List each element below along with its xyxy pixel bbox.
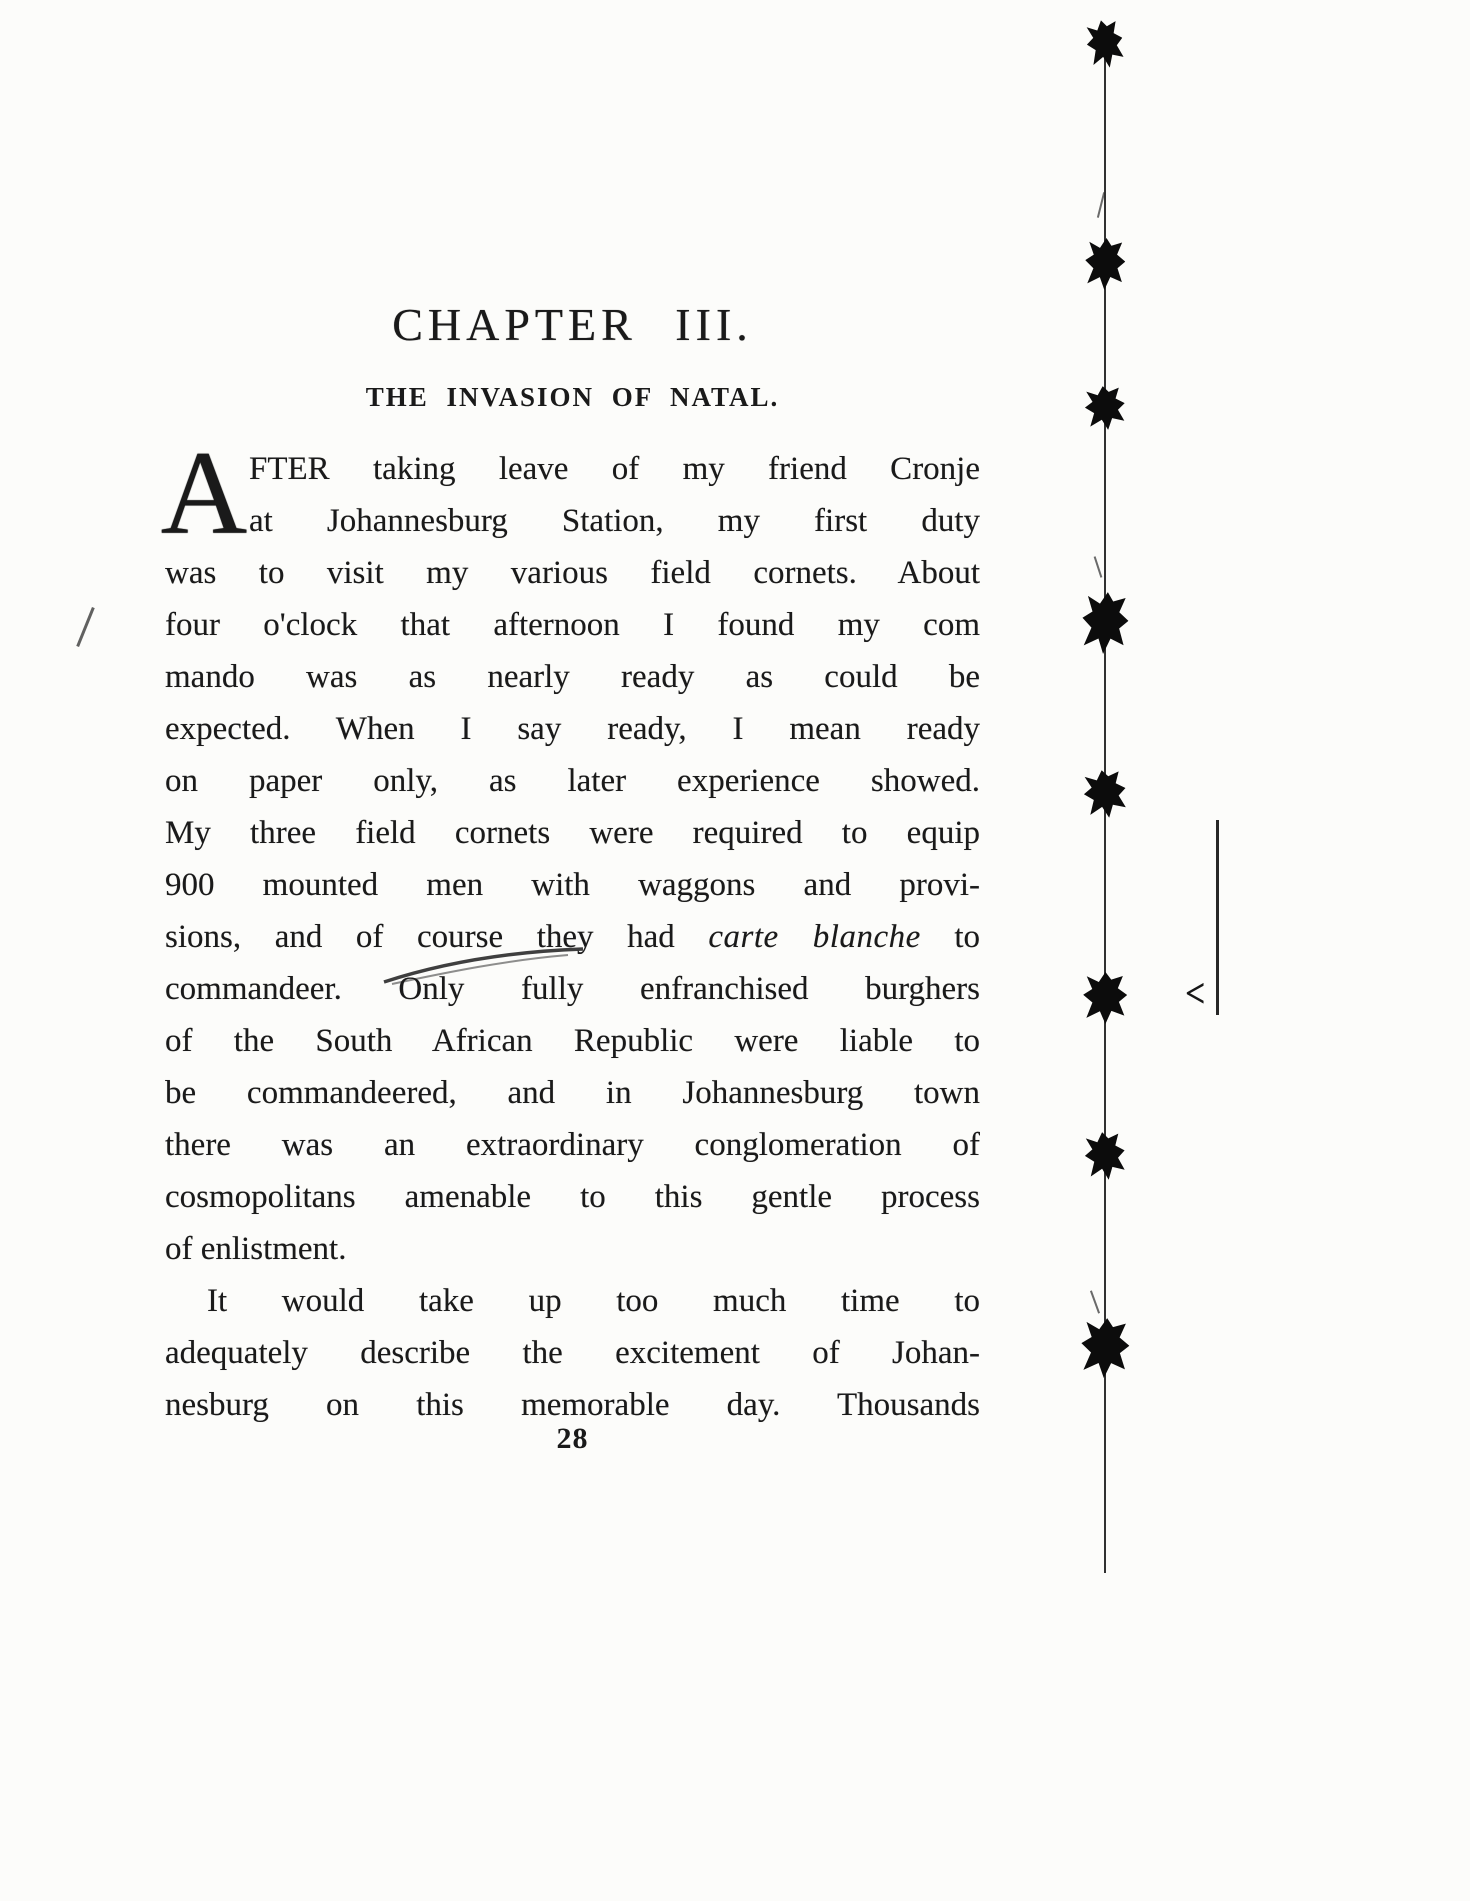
faint-pen-tick xyxy=(1090,1290,1100,1313)
text-line: My three field cornets were required to equip xyxy=(165,815,980,851)
text-line: mando was as nearly ready as could be xyxy=(165,659,980,695)
text-line: there was an extraordinary conglomeration of xyxy=(165,1127,980,1163)
text-line: expected. When I say ready, I mean ready xyxy=(165,711,980,747)
text-line: adequately describe the excitement of Johan- xyxy=(165,1335,980,1371)
italic-phrase: carte blanche xyxy=(708,919,921,955)
binding-thread-line xyxy=(1104,28,1106,1573)
text-line: cosmopolitans amenable to this gentle process xyxy=(165,1179,980,1215)
ink-blot xyxy=(1084,18,1126,71)
ink-blot xyxy=(1084,385,1127,432)
text-line: nesburg on this memorable day. Thousands xyxy=(165,1387,980,1423)
ink-blot xyxy=(1083,1130,1127,1181)
page-number: 28 xyxy=(556,1422,589,1455)
ink-blot xyxy=(1082,768,1129,820)
chapter-subtitle: THE INVASION OF NATAL. xyxy=(365,382,780,412)
page-edge-line xyxy=(1216,820,1219,1015)
ink-blot xyxy=(1082,971,1129,1025)
text-segment: sions, and of course they had xyxy=(165,919,709,955)
text-line: of the South African Republic were liable to xyxy=(165,1023,980,1059)
text-segment: to xyxy=(920,919,980,955)
text-line: commandeer. Only fully enfranchised burghers xyxy=(165,971,980,1007)
text-line: on paper only, as later experience showed. xyxy=(165,763,980,799)
text-line: It would take up too much time to xyxy=(207,1283,980,1319)
pen-stroke-mark xyxy=(378,936,593,988)
chapter-heading: CHAPTER III. xyxy=(392,299,753,350)
text-line: FTER taking leave of my friend Cronje xyxy=(249,451,980,487)
dropcap-letter: A xyxy=(160,426,248,559)
ink-blot xyxy=(1083,236,1127,291)
ink-blot xyxy=(1078,1316,1132,1381)
text-line: was to visit my various field cornets. About xyxy=(165,555,980,591)
text-line: of enlistment. xyxy=(165,1231,347,1267)
margin-chevron-mark: < xyxy=(1185,970,1206,1016)
text-line: 900 mounted men with waggons and provi- xyxy=(165,867,980,903)
text-line: be commandeered, and in Johannesburg town xyxy=(165,1075,980,1111)
ink-blot xyxy=(1078,589,1131,656)
faint-pen-tick xyxy=(1097,192,1105,218)
faint-pen-tick xyxy=(1094,556,1103,578)
pen-slash-mark xyxy=(76,607,95,647)
text-line: four o'clock that afternoon I found my com xyxy=(165,607,980,643)
text-line: at Johannesburg Station, my first duty xyxy=(249,503,980,539)
